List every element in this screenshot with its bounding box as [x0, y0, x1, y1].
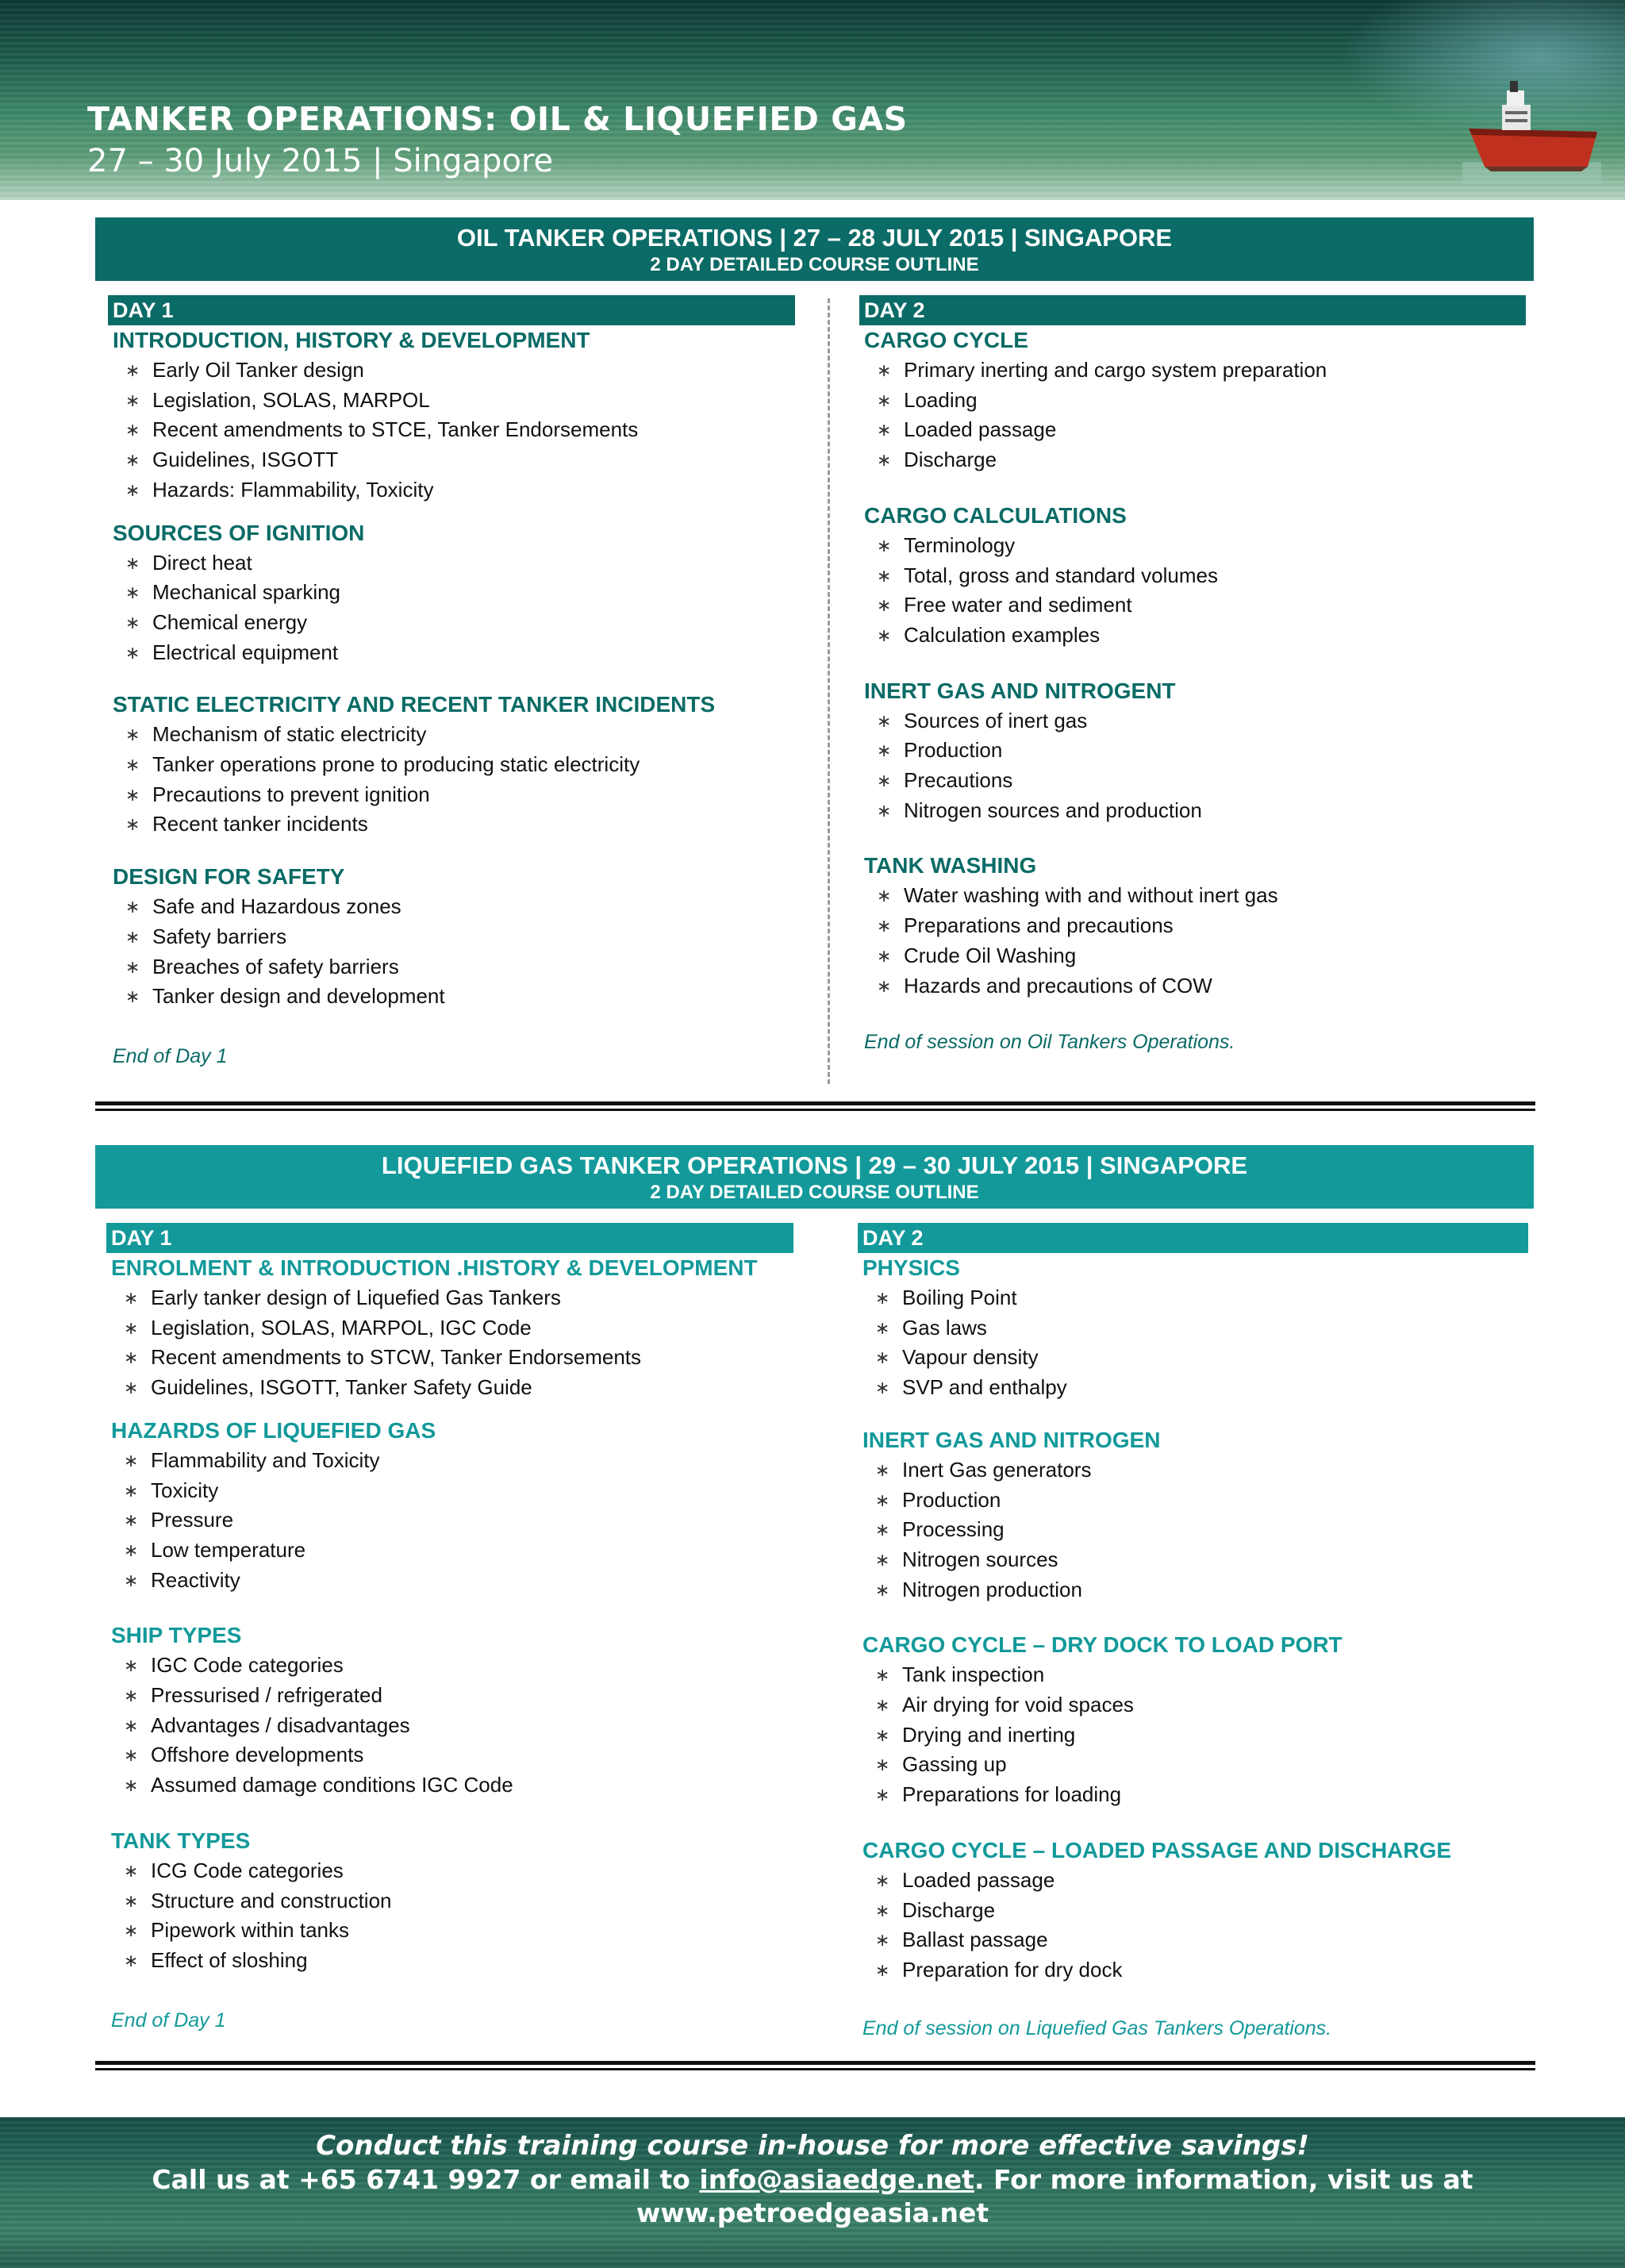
- list-item: ∗ Tanker design and development: [108, 982, 795, 1012]
- list-item: ∗ Discharge: [858, 1896, 1528, 1926]
- list-item: ∗ Free water and sediment: [859, 590, 1526, 621]
- list-item: ∗ Crude Oil Washing: [859, 941, 1526, 971]
- list-item: ∗ Safety barriers: [108, 922, 795, 952]
- oil-day2-bar: DAY 2: [859, 295, 1526, 325]
- list-item: ∗ Production: [859, 736, 1526, 766]
- list-item: ∗ Hazards and precautions of COW: [859, 971, 1526, 1001]
- gas-d1-list-2: [106, 1446, 793, 1596]
- list-item: ∗ ICG Code categories: [106, 1856, 793, 1886]
- oil-d1-list-3: [108, 720, 795, 840]
- list-item: ∗ Legislation, SOLAS, MARPOL: [108, 386, 795, 416]
- list-item: ∗ Preparations for loading: [858, 1780, 1528, 1810]
- list-item: ∗ Reactivity: [106, 1566, 793, 1596]
- gas-day2-column: [858, 1223, 1528, 2043]
- list-item: ∗ Precautions: [859, 766, 1526, 796]
- oil-d2-list-1: [859, 356, 1526, 475]
- oil-d1-list-4: [108, 892, 795, 1012]
- list-item: ∗ Preparation for dry dock: [858, 1955, 1528, 1985]
- footer-email-link[interactable]: info@asiaedge.net: [699, 2164, 974, 2195]
- list-item: ∗ Ballast passage: [858, 1925, 1528, 1955]
- header-banner: [0, 0, 1625, 200]
- gas-day2-bar: DAY 2: [858, 1223, 1528, 1253]
- list-item: ∗ Drying and inerting: [858, 1720, 1528, 1751]
- tanker-ship-image: [1462, 73, 1601, 184]
- oil-d2-list-2: [859, 531, 1526, 651]
- oil-d2-topic-4: TANK WASHING: [864, 853, 1037, 878]
- oil-d2-topic-2: CARGO CALCULATIONS: [864, 502, 1127, 528]
- gas-d1-topic-4: TANK TYPES: [111, 1828, 251, 1853]
- list-item: ∗ Tank inspection: [858, 1660, 1528, 1690]
- list-item: ∗ Breaches of safety barriers: [108, 952, 795, 982]
- footer-contact-line: [0, 2163, 1625, 2197]
- list-item: ∗ Terminology: [859, 531, 1526, 561]
- oil-d1-topic-1: INTRODUCTION, HISTORY & DEVELOPMENT: [113, 328, 590, 352]
- list-item: ∗ Primary inerting and cargo system preparation: [859, 356, 1526, 386]
- gas-d2-end: End of session on Liquefied Gas Tankers Operations.: [862, 2016, 1332, 2039]
- oil-header-subtitle: 2 DAY DETAILED COURSE OUTLINE: [650, 254, 979, 275]
- list-item: ∗ Loading: [859, 386, 1526, 416]
- list-item: ∗ Electrical equipment: [108, 638, 795, 668]
- list-item: ∗ SVP and enthalpy: [858, 1373, 1528, 1403]
- list-item: ∗ Recent tanker incidents: [108, 809, 795, 840]
- gas-d1-topic-2: HAZARDS OF LIQUEFIED GAS: [111, 1417, 436, 1443]
- gas-header-title: LIQUEFIED GAS TANKER OPERATIONS | 29 – 30 JULY 2015 | SINGAPORE: [381, 1151, 1248, 1179]
- list-item: ∗ Loaded passage: [858, 1866, 1528, 1896]
- list-item: ∗ Gas laws: [858, 1313, 1528, 1344]
- oil-d1-list-2: [108, 548, 795, 668]
- list-item: ∗ Discharge: [859, 445, 1526, 475]
- list-item: ∗ Inert Gas generators: [858, 1455, 1528, 1486]
- list-item: ∗ Hazards: Flammability, Toxicity: [108, 475, 795, 505]
- list-item: ∗ Loaded passage: [859, 415, 1526, 445]
- list-item: ∗ Effect of sloshing: [106, 1946, 793, 1976]
- list-item: ∗ Pressurised / refrigerated: [106, 1681, 793, 1711]
- oil-d1-end: End of Day 1: [113, 1044, 228, 1067]
- oil-d2-topic-3: INERT GAS AND NITROGENT: [864, 678, 1176, 703]
- oil-day1-column: [108, 295, 795, 1071]
- gas-day1-bar: DAY 1: [106, 1223, 793, 1253]
- footer-contact-suffix: . For more information, visit us at: [974, 2164, 1473, 2195]
- section-divider-rule: [95, 1101, 1535, 1111]
- list-item: ∗ Guidelines, ISGOTT: [108, 445, 795, 475]
- gas-d2-list-2: [858, 1455, 1528, 1605]
- list-item: ∗ Gassing up: [858, 1750, 1528, 1780]
- oil-d2-end: End of session on Oil Tankers Operations.: [864, 1031, 1235, 1054]
- list-item: ∗ Water washing with and without inert gas: [859, 881, 1526, 911]
- list-item: ∗ Offshore developments: [106, 1740, 793, 1770]
- oil-day1-bar: DAY 1: [108, 295, 795, 325]
- oil-section-header: [95, 217, 1534, 281]
- oil-header-title: OIL TANKER OPERATIONS | 27 – 28 JULY 2015 | SINGAPORE: [456, 224, 1173, 252]
- footer-contact-prefix: Call us at +65 6741 9927 or email to: [152, 2164, 700, 2195]
- list-item: ∗ Calculation examples: [859, 621, 1526, 651]
- list-item: ∗ Tanker operations prone to producing static electricity: [108, 750, 795, 780]
- list-item: ∗ Production: [858, 1486, 1528, 1516]
- list-item: ∗ Sources of inert gas: [859, 706, 1526, 736]
- list-item: ∗ Structure and construction: [106, 1886, 793, 1916]
- list-item: ∗ Mechanism of static electricity: [108, 720, 795, 750]
- gas-header-subtitle: 2 DAY DETAILED COURSE OUTLINE: [650, 1182, 979, 1203]
- oil-d1-topic-4: DESIGN FOR SAFETY: [113, 864, 345, 890]
- list-item: ∗ Preparations and precautions: [859, 911, 1526, 941]
- oil-day2-column: [859, 295, 1526, 1056]
- list-item: ∗ Nitrogen sources: [858, 1545, 1528, 1575]
- gas-d2-topic-3: CARGO CYCLE – DRY DOCK TO LOAD PORT: [862, 1632, 1343, 1658]
- list-item: ∗ Early tanker design of Liquefied Gas Tankers: [106, 1283, 793, 1313]
- footer-website-link[interactable]: www.petroedgeasia.net: [636, 2197, 989, 2228]
- list-item: ∗ Guidelines, ISGOTT, Tanker Safety Guide: [106, 1373, 793, 1403]
- banner-subtitle: 27 – 30 July 2015 | Singapore: [87, 143, 554, 179]
- list-item: ∗ Processing: [858, 1515, 1528, 1545]
- gas-d1-topic-1: ENROLMENT & INTRODUCTION .HISTORY & DEVELOPMENT: [111, 1255, 758, 1280]
- gas-d2-list-1: [858, 1283, 1528, 1403]
- oil-d2-list-3: [859, 706, 1526, 826]
- gas-d2-topic-2: INERT GAS AND NITROGEN: [862, 1427, 1161, 1452]
- gas-d1-list-1: [106, 1283, 793, 1403]
- list-item: ∗ Recent amendments to STCE, Tanker Endorsements: [108, 415, 795, 445]
- list-item: ∗ Assumed damage conditions IGC Code: [106, 1770, 793, 1801]
- footer-banner: [0, 2117, 1625, 2268]
- list-item: ∗ Recent amendments to STCW, Tanker Endorsements: [106, 1343, 793, 1373]
- gas-section-header: [95, 1145, 1534, 1209]
- list-item: ∗ Chemical energy: [108, 608, 795, 638]
- list-item: ∗ Early Oil Tanker design: [108, 356, 795, 386]
- gas-day1-column: [106, 1223, 793, 2035]
- list-item: ∗ Advantages / disadvantages: [106, 1711, 793, 1741]
- gas-d1-end: End of Day 1: [111, 2009, 226, 2032]
- list-item: ∗ Boiling Point: [858, 1283, 1528, 1313]
- list-item: ∗ Air drying for void spaces: [858, 1690, 1528, 1720]
- list-item: ∗ Safe and Hazardous zones: [108, 892, 795, 922]
- list-item: ∗ Pipework within tanks: [106, 1916, 793, 1946]
- list-item: ∗ Nitrogen sources and production: [859, 796, 1526, 826]
- oil-d1-topic-2: SOURCES OF IGNITION: [113, 520, 365, 545]
- list-item: ∗ Toxicity: [106, 1476, 793, 1506]
- list-item: ∗ IGC Code categories: [106, 1651, 793, 1681]
- gas-d2-list-3: [858, 1660, 1528, 1810]
- list-item: ∗ Pressure: [106, 1505, 793, 1536]
- gas-d1-topic-3: SHIP TYPES: [111, 1623, 242, 1648]
- list-item: ∗ Direct heat: [108, 548, 795, 579]
- list-item: ∗ Vapour density: [858, 1343, 1528, 1373]
- list-item: ∗ Mechanical sparking: [108, 578, 795, 608]
- oil-d2-topic-1: CARGO CYCLE: [864, 328, 1028, 352]
- gas-d2-topic-4: CARGO CYCLE – LOADED PASSAGE AND DISCHARGE: [862, 1837, 1452, 1862]
- banner-title: TANKER OPERATIONS: OIL & LIQUEFIED GAS: [87, 100, 908, 138]
- oil-d2-list-4: [859, 881, 1526, 1001]
- gas-d2-list-4: [858, 1866, 1528, 1985]
- list-item: ∗ Total, gross and standard volumes: [859, 561, 1526, 591]
- list-item: ∗ Nitrogen production: [858, 1575, 1528, 1605]
- section-divider-rule-bottom: [95, 2061, 1535, 2070]
- list-item: ∗ Flammability and Toxicity: [106, 1446, 793, 1476]
- list-item: ∗ Precautions to prevent ignition: [108, 780, 795, 810]
- list-item: ∗ Legislation, SOLAS, MARPOL, IGC Code: [106, 1313, 793, 1344]
- footer-tagline: Conduct this training course in-house for more effective savings!: [316, 2130, 1309, 2162]
- gas-d1-list-3: [106, 1651, 793, 1801]
- gas-d1-list-4: [106, 1856, 793, 1976]
- list-item: ∗ Low temperature: [106, 1536, 793, 1566]
- column-divider: [828, 298, 830, 1084]
- gas-d2-topic-1: PHYSICS: [862, 1255, 960, 1280]
- oil-d1-topic-3: STATIC ELECTRICITY AND RECENT TANKER INCIDENTS: [113, 692, 716, 717]
- oil-d1-list-1: [108, 356, 795, 505]
